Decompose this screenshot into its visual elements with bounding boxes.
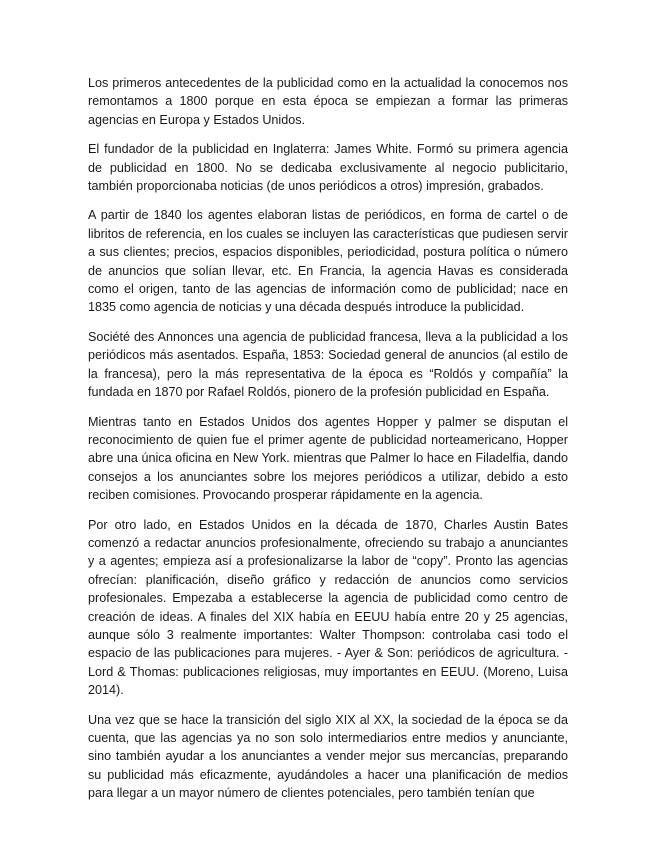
paragraph-1: Los primeros antecedentes de la publicidad como en la actualidad la conocemos nos remontamos a 1800 porque en esta época se empiezan a formar las primeras agencias en Europa y Estados Unidos. <box>88 76 568 127</box>
paragraph-5: Mientras tanto en Estados Unidos dos agentes Hopper y palmer se disputan el reconocimiento de quien fue el primer agente de publicidad norteamericano, Hopper abre una única oficina en New York. mientras que Palmer lo hace en Filadelfia, dando consejos a los anunciantes sobre los mejores periódicos a utilizar, debido a esto reciben comisiones. Provocando prosperar rápidamente en la agencia. <box>88 414 568 503</box>
paragraph-6: Por otro lado, en Estados Unidos en la década de 1870, Charles Austin Bates comenzó a redactar anuncios profesionalmente, ofreciendo su trabajo a anunciantes y a agentes; empieza así a profesionalizarse la labor de “copy”. Pronto las agencias ofrecían: planificación, diseño gráfico y redacción de anuncios como servicios profesionales. Empezaba a establecerse la agencia de publicidad como centro de creación de ideas. A finales del XIX había en EEUU había entre 20 y 25 agencias, aunque sólo 3 realmente importantes: Walter Thompson: controlaba casi todo el espacio de las publicaciones para mujeres. - Ayer & Son: periódicos de agricultura. - Lord & Thomas: publicaciones religiosas, muy importantes en EEUU. (Moreno, Luisa 2014). <box>88 517 568 698</box>
paragraph-7: Una vez que se hace la transición del siglo XIX al XX, la sociedad de la época se da cuenta, que las agencias ya no son solo intermediarios entre medios y anunciante, sino también ayudar a los anunciantes a vender mejor sus mercancías, preparando su publicidad más eficazmente, ayudándoles a hacer una planificación de medios para llegar a un mayor número de clientes potenciales, pero también tenían que <box>88 712 568 801</box>
document-page <box>88 74 568 814</box>
paragraph-2: El fundador de la publicidad en Inglaterra: James White. Formó su primera agencia de publicidad en 1800. No se dedicaba exclusivamente al negocio publicitario, también proporcionaba noticias (de unos periódicos a otros) impresión, grabados. <box>88 142 568 194</box>
paragraph-3: A partir de 1840 los agentes elaboran listas de periódicos, en forma de cartel o de libritos de referencia, en los cuales se incluyen las características que pudiesen servir a sus clientes; precios, espacios disponibles, periodicidad, postura política o número de anuncios que solían llevar, etc. En Francia, la agencia Havas es considerada como el origen, tanto de las agencias de información como de publicidad; nace en 1835 como agencia de noticias y una década después introduce la publicidad. <box>88 208 568 315</box>
paragraph-4: Société des Annonces una agencia de publicidad francesa, lleva a la publicidad a los periódicos más asentados. España, 1853: Sociedad general de anuncios (al estilo de la francesa), pero la más representativa de la época es “Roldós y compañía” la fundada en 1870 por Rafael Roldós, pionero de la profesión publicidad en España. <box>88 329 568 400</box>
